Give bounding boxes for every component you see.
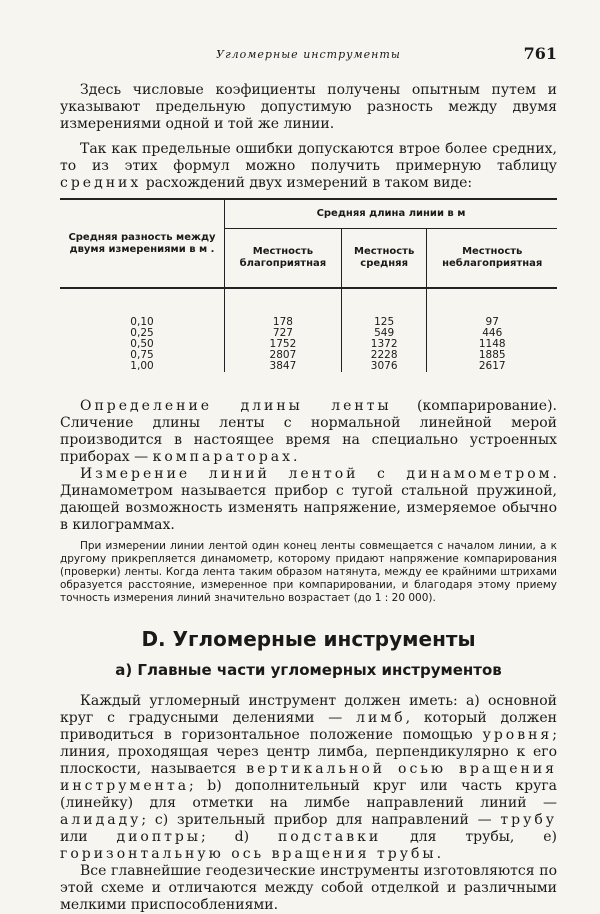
term-stands: подставки xyxy=(277,829,382,845)
table-cell: 2617 xyxy=(427,361,557,372)
table-cell: 1148 xyxy=(427,339,557,350)
parts-text: ; b) дополнительный круг или часть круга (линейку) для отметки на лимбе направлений линий — xyxy=(60,778,557,811)
table-header-difference: Средняя разность между двумя измерениями в м . xyxy=(60,199,225,288)
table-header-length: Средняя длина линии в м xyxy=(225,199,558,229)
table-intro-emphasis: средних xyxy=(60,175,142,191)
table-cell: 446 xyxy=(427,328,557,339)
table-cell: 3847 xyxy=(269,360,297,372)
table-intro-text-c: расхождений двух измерений в таком виде: xyxy=(141,175,473,191)
running-title: Угломерные инструменты xyxy=(216,48,401,61)
paragraph-table-intro xyxy=(60,141,557,192)
paragraph-coefficients: Здесь числовые коэфициенты получены опытным путем и указывают предельную допустимую разность между двумя измерениями одной и той же линии. xyxy=(60,82,557,132)
table-header-col-favorable: Местность благоприятная xyxy=(239,246,327,269)
error-table xyxy=(60,198,557,372)
parts-text: Каждый угломерный инструмент должен иметь: a) основной круг с градусными делениями — xyxy=(60,693,557,726)
parts-text: . xyxy=(436,846,442,862)
comparison-text-b: . xyxy=(293,449,298,465)
page-number: 761 xyxy=(523,44,557,63)
table-cell: 1885 xyxy=(427,350,557,361)
table-row xyxy=(60,361,557,372)
table-cell-diff: 1,00 xyxy=(60,361,225,372)
page-header xyxy=(60,30,557,63)
comparison-text-a: (компарирование). Сличение длины ленты с нормальной линейной мерой производится в настоящее время на специально устроенных приборах — xyxy=(60,398,557,465)
paragraph-comparison xyxy=(60,398,557,466)
term-dynamometer: Измерение линий лентой с динамометром xyxy=(80,466,553,482)
subsection-title: a) Главные части угломерных инструментов xyxy=(115,661,502,679)
table-cell: 178 xyxy=(272,316,293,328)
term-limb: лимб xyxy=(356,710,406,726)
table-cell: 125 xyxy=(341,288,427,328)
table-header-col-unfavorable: Местность неблагоприятная xyxy=(427,229,557,289)
table-row xyxy=(60,288,557,328)
table-cell: 2807 xyxy=(269,349,297,361)
table-cell: 1752 xyxy=(269,338,297,350)
term-diopters: диоптры xyxy=(116,829,202,845)
table-header-col-average: Местность средняя xyxy=(341,229,427,289)
parts-text: ; линия, проходящая через центр лимба, перпендикулярно к его плоскости, называется xyxy=(60,727,557,777)
term-vertical-axis: вертикальной осью вращения инструмента xyxy=(60,761,558,794)
paragraph-instrument-parts xyxy=(60,693,557,863)
term-tube: трубу xyxy=(500,812,557,828)
parts-text: для трубы, e) xyxy=(381,829,557,845)
parts-text: ; c) зрительный прибор для направлений — xyxy=(141,812,501,828)
table-cell-diff: 0,25 xyxy=(60,328,225,339)
section-title: D. Угломерные инструменты xyxy=(141,627,476,651)
small-print-note: При измерении линии лентой один конец ленты совмещается с началом линии, а к другому прикрепляется динамометр, которому придают напряжение компарирования (проверки) ленты. Когда лента таким образом натянута, между ее крайними штрихами образуется расстояние, измеренное при компарировании, и благодаря этому приему точность измерения линий значительно возрастает (до 1 : 20 000). xyxy=(60,540,557,604)
term-comparators: компараторах xyxy=(152,449,294,465)
table-intro-text-a: Так как предельные ошибки допускаются втрое более средних, то из этих формул можно получить примерную таблицу xyxy=(60,141,557,174)
term-horizontal-axis: горизонтальную ось вращения трубы xyxy=(60,846,437,862)
table-cell: 1372 xyxy=(341,339,427,350)
paragraph-closing: Все главнейшие геодезические инструменты изготовляются по этой схеме и отличаются между собой отделкой и различными мелкими приспособлениями. xyxy=(60,863,557,913)
table-cell: 97 xyxy=(427,288,557,328)
table-cell-diff: 0,50 xyxy=(60,339,225,350)
table-cell: 549 xyxy=(341,328,427,339)
table-cell: 2228 xyxy=(341,350,427,361)
book-page xyxy=(60,30,557,914)
term-tape-length: Определение длины ленты xyxy=(80,398,392,414)
parts-text: , который должен приводиться в горизонтальное положение помощью xyxy=(60,710,557,743)
table-cell: 727 xyxy=(272,327,293,339)
parts-text: ; d) xyxy=(201,829,278,845)
term-alidade: алидаду xyxy=(60,812,142,828)
parts-text: или xyxy=(60,829,117,845)
dynamometer-text: . Динамометром называется прибор с тугой стальной пружиной, дающей возможность изменять напряжение, измеряемое обычно в килограммах. xyxy=(60,466,557,533)
table-cell-diff: 0,75 xyxy=(60,350,225,361)
table-cell-diff: 0,10 xyxy=(60,288,225,328)
term-level: уровня xyxy=(482,727,553,743)
table-cell: 3076 xyxy=(341,361,427,372)
paragraph-dynamometer xyxy=(60,466,557,534)
